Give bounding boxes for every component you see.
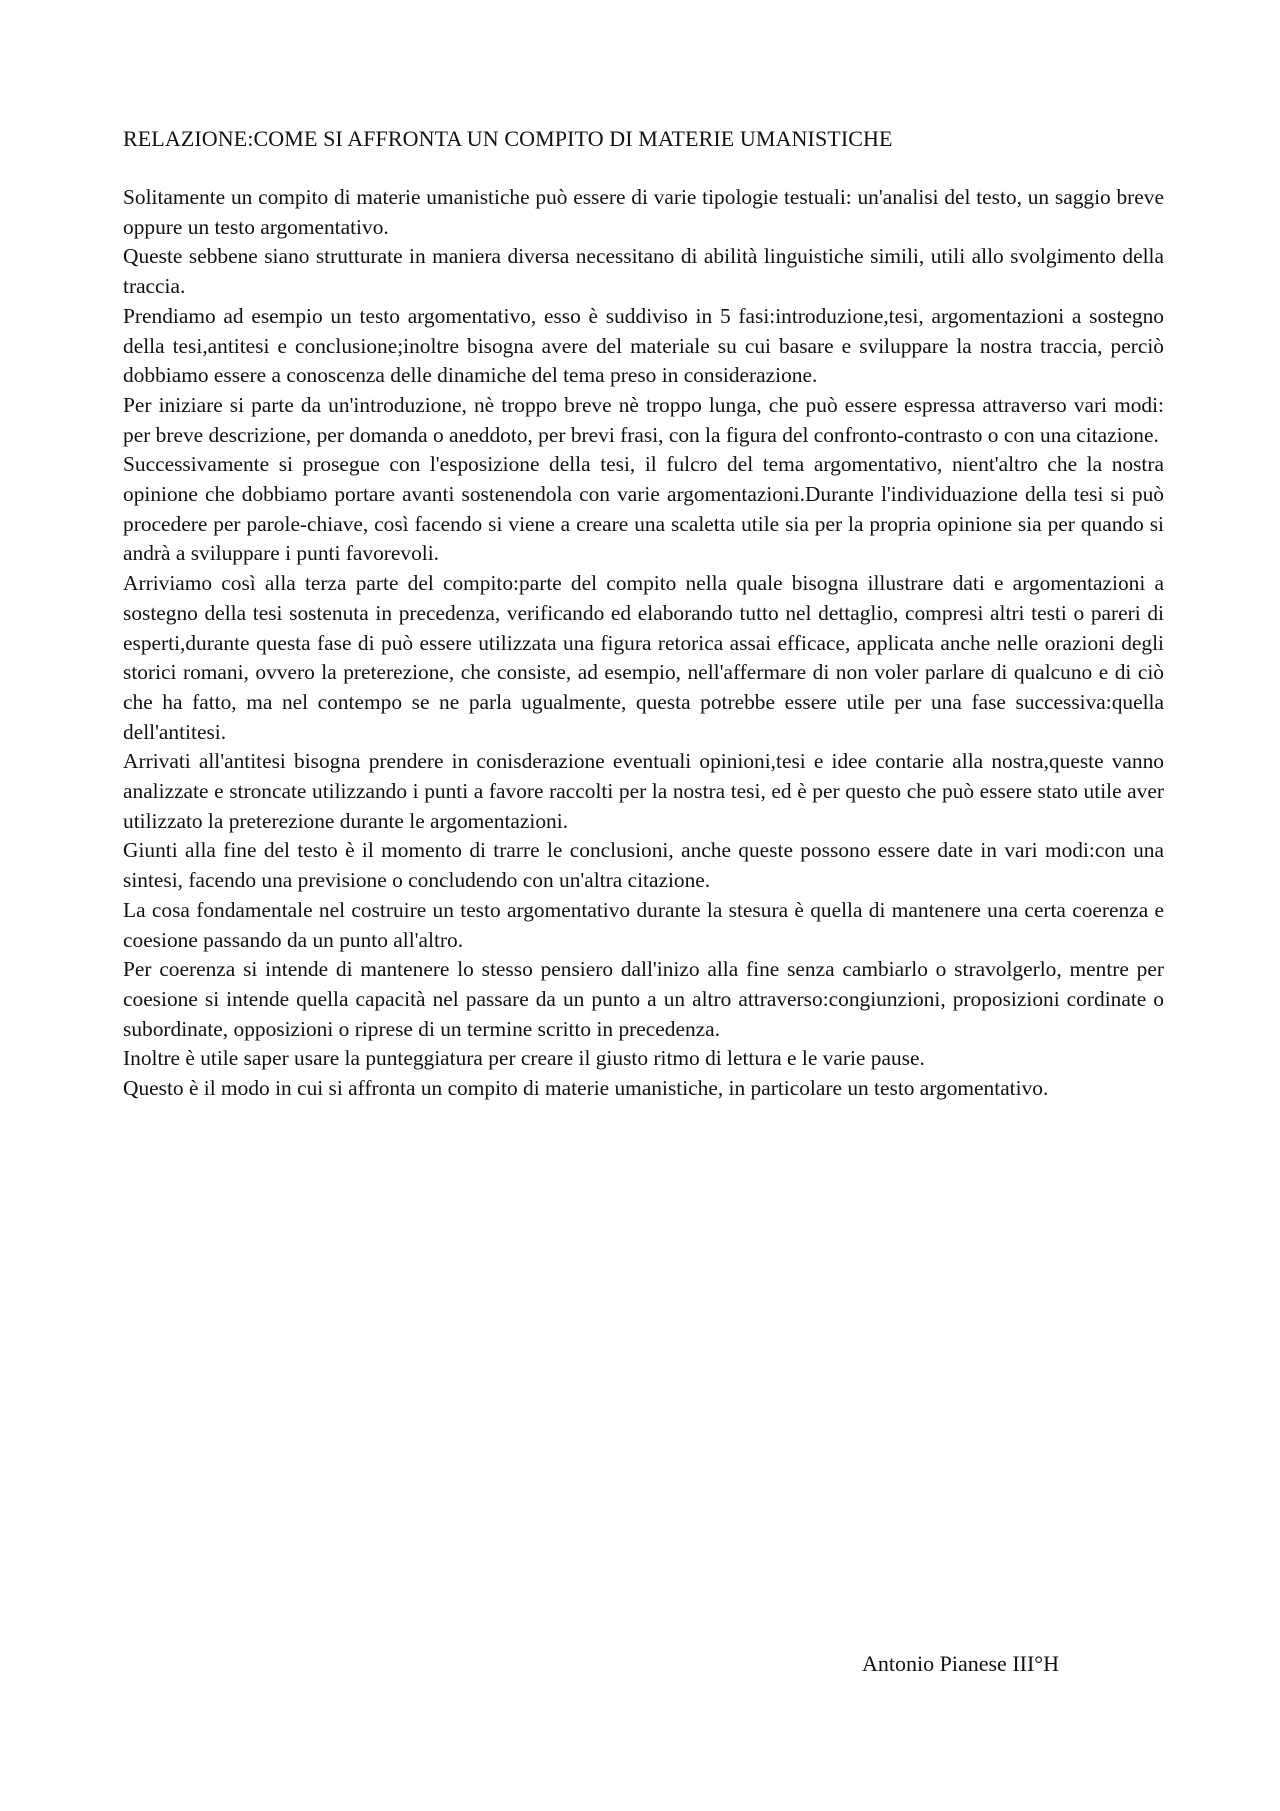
- paragraph-phases: Prendiamo ad esempio un testo argomentativo, esso è suddiviso in 5 fasi:introduzione,tesi, argomentazioni a sostegno della tesi,antitesi e conclusione;inoltre bisogna avere del materiale su cui basare e sviluppare la nostra traccia, perciò dobbiamo essere a conoscenza delle dinamiche del tema preso in considerazione.: [123, 303, 1164, 388]
- paragraph-introduction: Per iniziare si parte da un'introduzione, nè troppo breve nè troppo lunga, che può essere espressa attraverso vari modi: per breve descrizione, per domanda o aneddoto, per brevi frasi, con la figura del confronto-contrasto o con una citazione.: [123, 392, 1164, 447]
- paragraph-coherence-cohesion: La cosa fondamentale nel costruire un testo argomentativo durante la stesura è quella di mantenere una certa coerenza e coesione passando da un punto all'altro.: [123, 897, 1164, 952]
- paragraph-intro: Solitamente un compito di materie umanistiche può essere di varie tipologie testuali: un'analisi del testo, un saggio breve oppure un testo argomentativo.: [123, 185, 1164, 239]
- paragraph-thesis: Successivamente si prosegue con l'esposizione della tesi, il fulcro del tema argomentativo, nient'altro che la nostra opinione che dobbiamo portare avanti sostenendola con varie argomentazioni.Durante l'individuazione della tesi si può procedere per parole-chiave, così facendo si viene a creare una scaletta utile sia per la propria opinione sia per quando si andrà a sviluppare i punti favorevoli.: [123, 452, 1164, 566]
- paragraph-closing: Questo è il modo in cui si affronta un compito di materie umanistiche, in particolare un testo argomentativo.: [123, 1076, 1049, 1101]
- paragraph-punctuation: Inoltre è utile saper usare la punteggiatura per creare il giusto ritmo di lettura e le varie pause.: [123, 1046, 925, 1071]
- paragraph-conclusion: Giunti alla fine del testo è il momento di trarre le conclusioni, anche queste possono essere date in vari modi:con una sintesi, facendo una previsione o concludendo con un'altra citazione.: [123, 838, 1164, 893]
- paragraph-arguments: Arriviamo così alla terza parte del compito:parte del compito nella quale bisogna illustrare dati e argomentazioni a sostegno della tesi sostenuta in precedenza, verificando ed elaborando tutto nel dettaglio, compresi altri testi o pareri di esperti,durante questa fase di può essere utilizzata una figura retorica assai efficace, applicata anche nelle orazioni degli storici romani, ovvero la preterezione, che consiste, ad esempio, nell'affermare di non voler parlare di qualcuno e di ciò che ha fatto, ma nel contempo se ne parla ugualmente, questa potrebbe essere utile per una fase successiva:quella dell'antitesi.: [123, 571, 1164, 744]
- paragraph-definitions: Per coerenza si intende di mantenere lo stesso pensiero dall'inizo alla fine senza cambiarlo o stravolgerlo, mentre per coesione si intende quella capacità nel passare da un punto a un altro attraverso:congiunzioni, proposizioni cordinate o subordinate, opposizioni o riprese di un termine scritto in precedenza.: [123, 957, 1164, 1041]
- paragraph-abilities: Queste sebbene siano strutturate in maniera diversa necessitano di abilità linguistiche simili, utili allo svolgimento della traccia.: [123, 244, 1164, 299]
- document-title: RELAZIONE:COME SI AFFRONTA UN COMPITO DI MATERIE UMANISTICHE: [123, 126, 893, 151]
- author-signature: Antonio Pianese III°H: [862, 1651, 1059, 1676]
- paragraph-antithesis: Arrivati all'antitesi bisogna prendere in conisderazione eventuali opinioni,tesi e idee contarie alla nostra,queste vanno analizzate e stroncate utilizzando i punti a favore raccolti per la nostra tesi, ed è per questo che può essere stato utile aver utilizzato la preterezione durante le argomentazioni.: [123, 749, 1164, 833]
- document-body: [123, 183, 1164, 1104]
